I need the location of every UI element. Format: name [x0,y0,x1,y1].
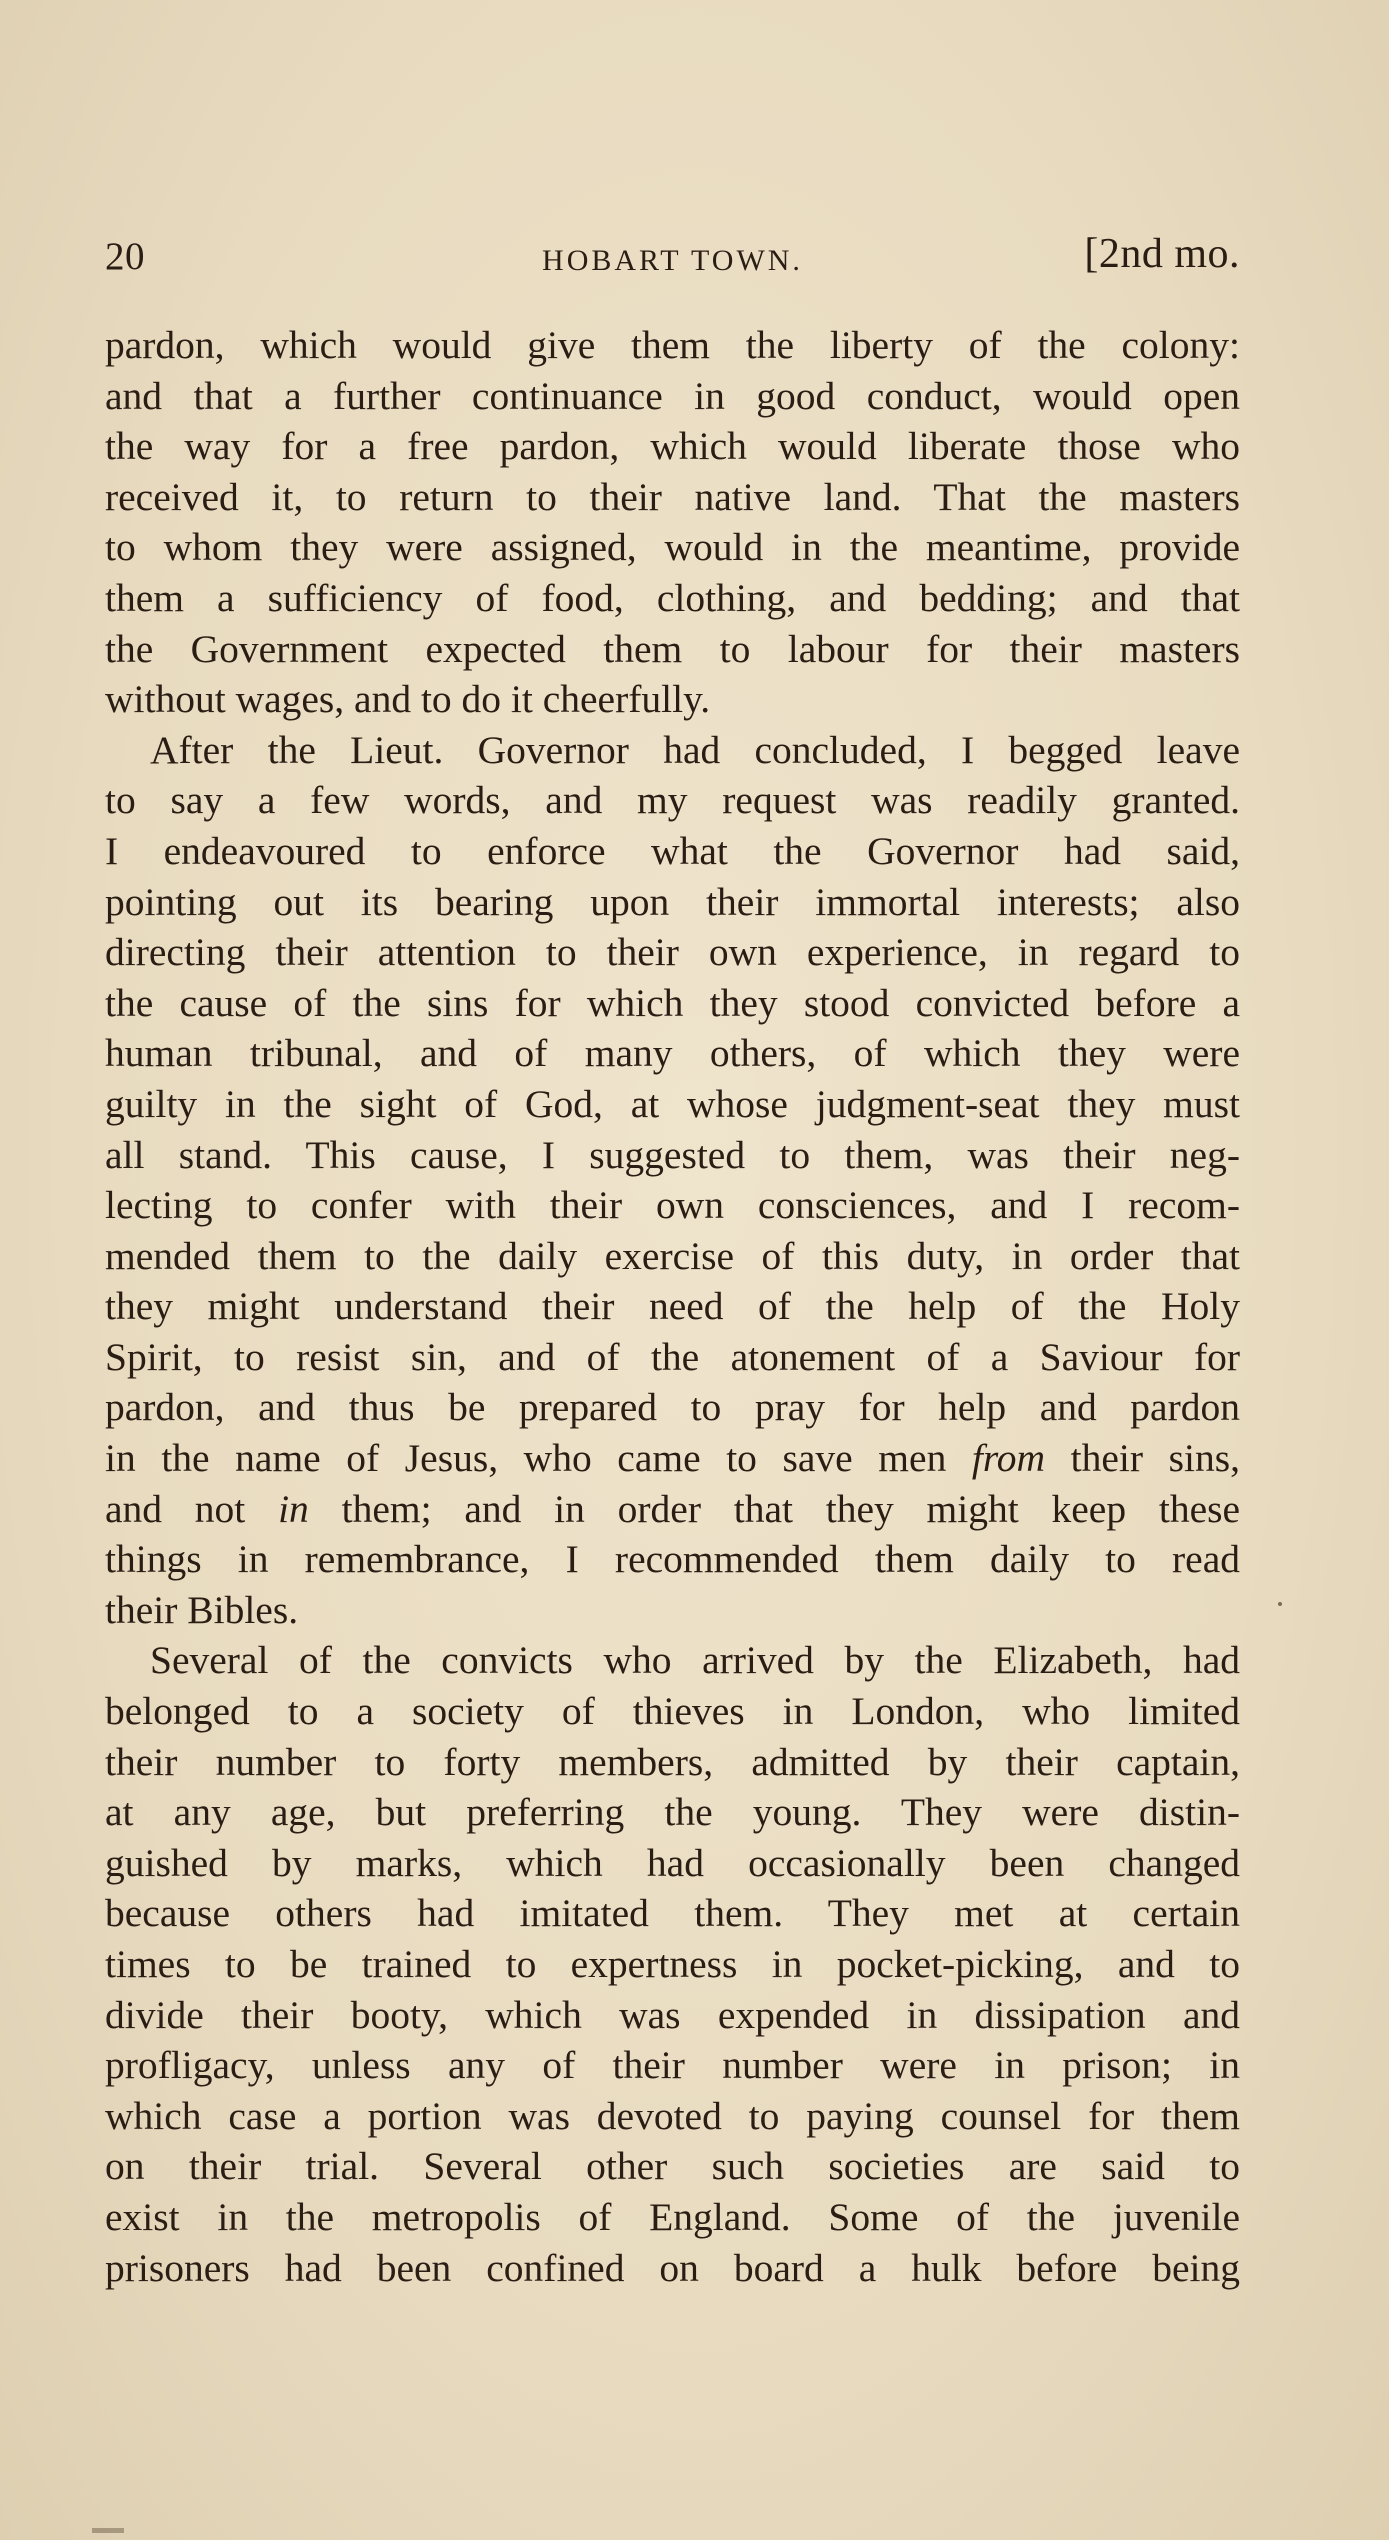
text-line: I endeavoured to enforce what the Governor had said, [105,828,1240,873]
text-line: the way for a free pardon, which would liberate those who [105,424,1240,469]
text-run: their sins, [1045,1436,1240,1481]
italic-emphasis: in [278,1486,309,1531]
text-line: guilty in the sight of God, at whose judgment-seat they must [105,1081,1240,1126]
text-line: After the Lieut. Governor had concluded, I begged leave [150,727,1240,772]
text-line: without wages, and to do it cheerfully. [105,677,711,722]
paper-speck [1278,1602,1282,1606]
italic-emphasis: from [971,1436,1046,1481]
text-line: pointing out its bearing upon their immortal interests; also [105,879,1240,924]
text-line [105,1433,1240,1484]
text-line: guished by marks, which had occasionally been changed [105,1840,1240,1885]
text-line: Spirit, to resist sin, and of the atonement of a Saviour for [105,1334,1240,1379]
text-line: the Government expected them to labour for their masters [105,626,1240,671]
text-line: they might understand their need of the help of the Holy [105,1284,1240,1329]
text-line: to say a few words, and my request was readily granted. [105,778,1240,823]
page-number: 20 [105,235,145,278]
text-line: divide their booty, which was expended in dissipation and [105,1992,1240,2037]
text-line: times to be trained to expertness in pocket-picking, and to [105,1942,1240,1986]
text-line: mended them to the daily exercise of this duty, in order that [105,1233,1240,1278]
text-line: at any age, but preferring the young. They were distin- [105,1790,1240,1835]
running-title: HOBART TOWN. [542,244,803,277]
text-line: belonged to a society of thieves in London, who limited [105,1689,1240,1734]
text-line: pardon, and thus be prepared to pray for help and pardon [105,1385,1240,1430]
text-line: and that a further continuance in good conduct, would open [105,373,1240,418]
text-line: their number to forty members, admitted by their captain, [105,1739,1240,1784]
body-text [105,320,1240,2293]
text-line: on their trial. Several other such societies are said to [105,2144,1240,2189]
text-line: human tribunal, and of many others, of which they were [105,1031,1240,1076]
text-line: profligacy, unless any of their number were in prison; in [105,2043,1240,2088]
text-line: the cause of the sins for which they stood convicted before a [105,980,1240,1025]
text-line: exist in the metropolis of England. Some of the juvenile [105,2194,1240,2239]
text-line: pardon, which would give them the liberty of the colony: [105,323,1240,367]
running-head [105,230,1240,300]
month-label: [2nd mo. [1084,231,1240,277]
text-run: in the name of Jesus, who came to save men [105,1436,972,1481]
text-run: and not [105,1486,279,1531]
text-line: prisoners had been confined on board a hulk before being [105,2245,1240,2290]
text-line: directing their attention to their own experience, in regard to [105,930,1240,975]
text-line: lecting to confer with their own consciences, and I recom- [105,1183,1240,1228]
text-line: things in remembrance, I recommended them daily to read [105,1537,1240,1582]
text-line: because others had imitated them. They met at certain [105,1891,1240,1936]
text-run: them; and in order that they might keep these [308,1486,1241,1531]
text-line: all stand. This cause, I suggested to them, was their neg- [105,1132,1240,1177]
text-line: their Bibles. [105,1587,299,1632]
text-line: Several of the convicts who arrived by the Elizabeth, had [150,1638,1240,1683]
text-line: which case a portion was devoted to paying counsel for them [105,2093,1240,2138]
text-line: received it, to return to their native land. That the masters [105,474,1240,519]
text-line [105,1484,1240,1535]
text-line: to whom they were assigned, would in the meantime, provide [105,525,1240,570]
text-line: them a sufficiency of food, clothing, and bedding; and that [105,575,1240,620]
paper-mark [92,2528,124,2533]
